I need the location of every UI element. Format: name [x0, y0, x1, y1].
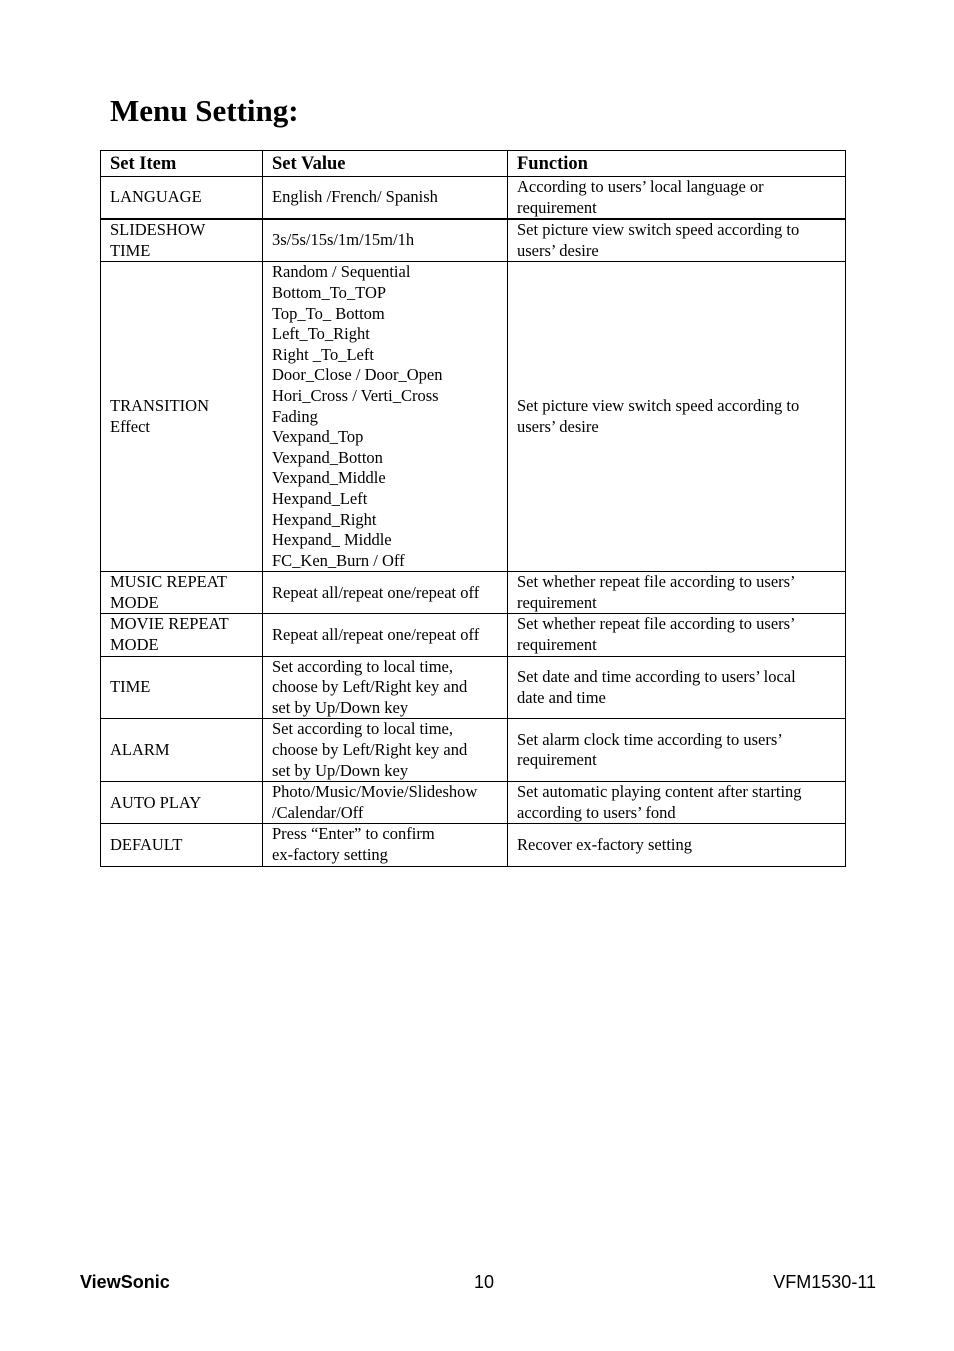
- cell-line: Repeat all/repeat one/repeat off: [272, 582, 480, 602]
- cell-set-value: [263, 782, 508, 824]
- cell-line: According to users’ local language or: [517, 177, 764, 196]
- cell-line: requirement: [517, 750, 597, 770]
- cell-line: Effect: [110, 416, 151, 436]
- menu-setting-table: [100, 150, 846, 867]
- cell-line: Set whether repeat file according to users’: [517, 614, 796, 634]
- cell-set-item: [101, 656, 263, 719]
- cell-line: LANGUAGE: [110, 187, 202, 207]
- cell-line: Set picture view switch speed according to: [517, 396, 800, 416]
- header-set-value: Set Value: [263, 151, 508, 177]
- cell-line: ex-factory setting: [272, 845, 388, 864]
- table-row: [101, 719, 846, 782]
- cell-set-item: [101, 219, 263, 262]
- footer-brand: ViewSonic: [80, 1272, 170, 1292]
- cell-line: Set according to local time,: [272, 656, 453, 676]
- footer-page-number: 10: [474, 1272, 495, 1292]
- cell-line: MOVIE REPEAT: [110, 614, 229, 634]
- cell-set-value: [263, 262, 508, 572]
- cell-line: Set whether repeat file according to users’: [517, 572, 796, 592]
- cell-line: Set according to local time,: [272, 719, 453, 739]
- cell-line: Recover ex-factory setting: [517, 834, 693, 854]
- cell-set-item: [101, 782, 263, 824]
- cell-set-item: [101, 177, 263, 220]
- cell-line: Door_Close / Door_Open: [272, 365, 443, 385]
- cell-line: Bottom_To_TOP: [272, 282, 387, 302]
- cell-set-item: [101, 614, 263, 656]
- cell-line: Hexpand_Right: [272, 509, 377, 529]
- cell-line: AUTO PLAY: [110, 792, 202, 812]
- cell-line: requirement: [517, 635, 597, 655]
- cell-line: choose by Left/Right key and: [272, 740, 468, 760]
- header-set-item: Set Item: [101, 151, 263, 177]
- cell-set-value: [263, 824, 508, 866]
- cell-set-item: [101, 262, 263, 572]
- table-row: [101, 782, 846, 824]
- cell-line: requirement: [517, 197, 597, 217]
- cell-line: according to users’ fond: [517, 802, 676, 822]
- cell-line: users’ desire: [517, 416, 599, 436]
- cell-set-value: [263, 572, 508, 614]
- cell-line: Random / Sequential: [272, 262, 411, 282]
- cell-line: Hori_Cross / Verti_Cross: [272, 385, 439, 405]
- cell-line: FC_Ken_Burn / Off: [272, 550, 405, 570]
- cell-line: date and time: [517, 687, 606, 707]
- cell-function: [508, 656, 846, 719]
- cell-line: set by Up/Down key: [272, 697, 409, 717]
- table-row: [101, 219, 846, 262]
- cell-set-value: [263, 656, 508, 719]
- cell-line: SLIDESHOW: [110, 220, 206, 240]
- table-header-row: [101, 151, 846, 177]
- cell-line: Hexpand_ Middle: [272, 530, 392, 550]
- cell-function: [508, 782, 846, 824]
- cell-function: [508, 824, 846, 866]
- cell-line: Vexpand_Top: [272, 427, 364, 447]
- cell-line: users’ desire: [517, 240, 599, 260]
- cell-line: ALARM: [110, 740, 170, 760]
- cell-set-value: [263, 719, 508, 782]
- cell-function: [508, 614, 846, 656]
- cell-function: [508, 572, 846, 614]
- cell-line: Left_To_Right: [272, 324, 370, 344]
- header-function: Function: [508, 151, 846, 177]
- cell-line: requirement: [517, 592, 597, 612]
- cell-line: DEFAULT: [110, 834, 183, 854]
- cell-line: Set picture view switch speed according to: [517, 220, 800, 240]
- page-title: Menu Setting:: [110, 93, 299, 128]
- cell-line: TIME: [110, 677, 151, 697]
- footer-model-number: VFM1530-11: [773, 1272, 876, 1292]
- cell-set-value: [263, 177, 508, 220]
- cell-function: [508, 219, 846, 262]
- cell-line: Set alarm clock time according to users’: [517, 729, 783, 749]
- cell-function: [508, 177, 846, 220]
- cell-line: /Calendar/Off: [272, 802, 364, 822]
- cell-line: TRANSITION: [110, 396, 209, 416]
- cell-line: Fading: [272, 406, 318, 426]
- cell-line: Top_To_ Bottom: [272, 303, 385, 323]
- table-row: [101, 656, 846, 719]
- cell-line: Hexpand_Left: [272, 488, 368, 508]
- table-row: [101, 824, 846, 866]
- cell-line: Right _To_Left: [272, 344, 374, 364]
- cell-function: [508, 262, 846, 572]
- cell-line: English /French/ Spanish: [272, 187, 438, 207]
- cell-line: Set automatic playing content after starting: [517, 782, 802, 802]
- cell-set-value: [263, 614, 508, 656]
- cell-line: 3s/5s/15s/1m/15m/1h: [272, 230, 415, 250]
- table-row: [101, 614, 846, 656]
- cell-set-item: [101, 572, 263, 614]
- cell-line: Set date and time according to users’ local: [517, 666, 796, 686]
- cell-line: MODE: [110, 635, 159, 655]
- cell-line: choose by Left/Right key and: [272, 677, 468, 697]
- cell-set-value: [263, 219, 508, 262]
- cell-line: Vexpand_Botton: [272, 447, 383, 467]
- cell-set-item: [101, 824, 263, 866]
- cell-function: [508, 719, 846, 782]
- cell-line: Repeat all/repeat one/repeat off: [272, 624, 480, 644]
- table-row: [101, 572, 846, 614]
- table-row: [101, 177, 846, 220]
- cell-set-item: [101, 719, 263, 782]
- table-row: [101, 262, 846, 572]
- cell-line: Vexpand_Middle: [272, 468, 386, 488]
- cell-line: Press “Enter” to confirm: [272, 824, 435, 844]
- cell-line: set by Up/Down key: [272, 760, 409, 780]
- cell-line: MUSIC REPEAT: [110, 572, 227, 592]
- cell-line: MODE: [110, 592, 159, 612]
- cell-line: Photo/Music/Movie/Slideshow: [272, 782, 478, 802]
- cell-line: TIME: [110, 240, 151, 260]
